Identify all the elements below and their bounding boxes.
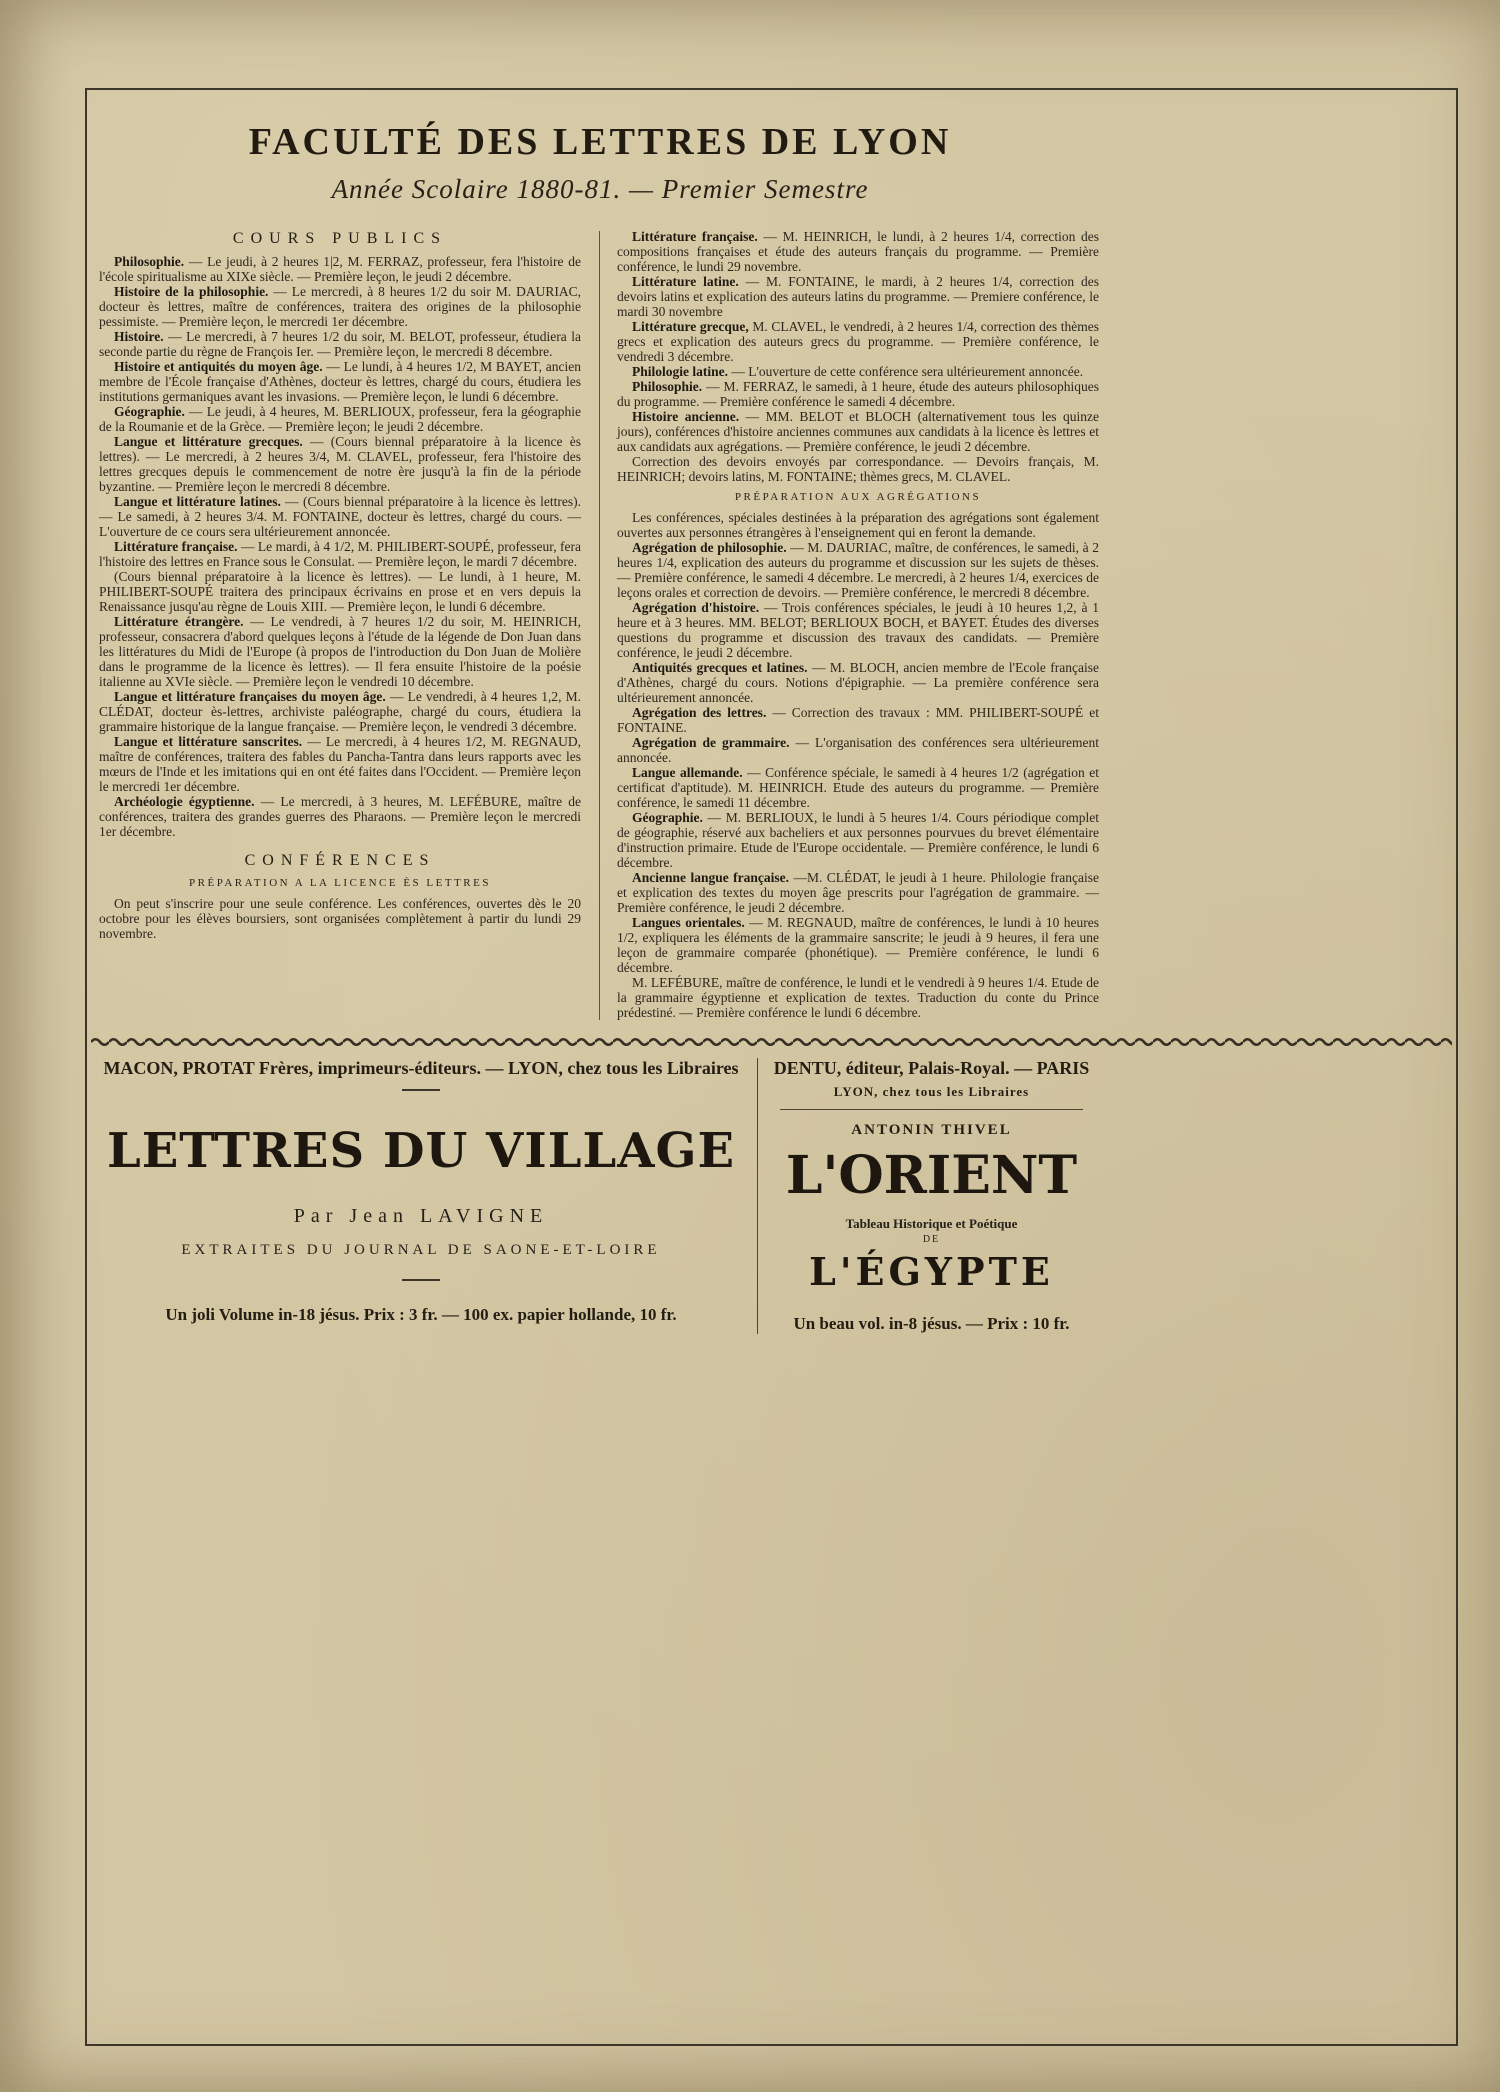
course-entry: Langues orientales. — M. REGNAUD, maître de conférences, le lundi à 10 heures 1/2, expliquera les éléments de la grammaire sanscrite; le jeudi à 9 heures, il fera une leçon de grammaire comparée (phonétique). — Première conférence, le lundi 6 décembre.: [617, 915, 1099, 975]
course-entry: Littérature grecque, M. CLAVEL, le vendredi, à 2 heures 1/4, correction des thèmes grecs et explication des auteurs grecs du programme. — Première conférence, le vendredi 3 décembre.: [617, 319, 1099, 364]
ad-tagline: Tableau Historique et Poétique: [845, 1216, 1018, 1231]
course-entry: Histoire. — Le mercredi, à 7 heures 1/2 du soir, M. BELOT, professeur, étudiera la seconde partie du règne de François Ier. — Première leçon, le mercredi 8 décembre.: [99, 329, 581, 359]
course-entry: Ancienne langue française. —M. CLÉDAT, le jeudi à 1 heure. Philologie française et explication des textes du moyen âge prescrits pour l'agrégation de grammaire. — Première conférence, le jeudi 2 décembre.: [617, 870, 1099, 915]
course-entry-title: Langue et littérature grecques.: [114, 434, 311, 449]
course-entry: Langue et littérature latines. — (Cours biennal préparatoire à la licence ès lettres). — Le samedi, à 2 heures 3/4. M. FONTAINE, docteur ès lettres, chargé du cours. — L'ouverture de ce cours sera ultérieurement annoncée.: [99, 494, 581, 539]
course-entry-title: Agrégation de philosophie.: [632, 540, 791, 555]
course-entry-title: Langue et littérature sanscrites.: [114, 734, 308, 749]
course-entry-title: Géographie.: [114, 404, 190, 419]
wavy-divider: [91, 1036, 1452, 1048]
course-entry-title: Histoire.: [114, 329, 169, 344]
ornament-rule: [402, 1089, 440, 1091]
ad-title: L'ORIENT: [785, 1145, 1078, 1206]
course-entry: Archéologie égyptienne. — Le mercredi, à 3 heures, M. LEFÉBURE, maître de conférences, traitera des grandes guerres des Pharaons. — Première leçon le mercredi 1er décembre.: [99, 794, 581, 839]
course-entry: Langue et littérature grecques. — (Cours biennal préparatoire à la licence ès lettres). — Le mercredi, à 2 heures 3/4, M. CLAVEL, professeur, fera l'histoire des lettres grecques depuis le commencement de notre ère jusqu'à la fin de la période byzantine. — Première leçon le mercredi 8 décembre.: [99, 434, 582, 494]
course-entry: Géographie. — M. BERLIOUX, le lundi à 5 heures 1/4. Cours périodique complet de géographie, réservé aux bacheliers et aux personnes pourvues du brevet élémentaire d'instruction primaire. Etude de l'Europe occidentale. — Première conférence, le lundi 6 décembre.: [617, 810, 1099, 870]
ad-byline: Par Jean LAVIGNE: [293, 1205, 549, 1227]
course-entry: Histoire et antiquités du moyen âge. — Le lundi, à 4 heures 1/2, M BAYET, ancien membre de l'École française d'Athènes, docteur ès lettres, chargé du cours, étudiera les institutions germaniques avant les invasions. — Première leçon, le lundi 6 décembre.: [99, 359, 581, 404]
left-column: [99, 229, 581, 1020]
course-entry-title: Philosophie.: [632, 379, 707, 394]
course-entry-title: Langues orientales.: [632, 915, 750, 930]
ad-author: ANTONIN THIVEL: [851, 1122, 1012, 1138]
column-divider-rule: [599, 231, 600, 1020]
course-entry-title: Philologie latine.: [632, 364, 732, 379]
course-entry: Agrégation d'histoire. — Trois conférences spéciales, le jeudi à 10 heures 1,2, à 1 heure et à 3 heures. MM. BELOT; BERLIOUX BOCH, et BAYET. Études des diverses questions du programme et discussion des travaux des candidats. — Première conférence, le jeudi 2 décembre.: [617, 600, 1099, 660]
course-entry-title: Archéologie égyptienne.: [114, 794, 261, 809]
ad-publisher-line-2: LYON, chez tous les Libraires: [833, 1084, 1030, 1099]
masthead: [99, 90, 1101, 205]
ad-title: LETTRES DU VILLAGE: [106, 1123, 736, 1179]
text-columns: [99, 229, 1101, 1020]
course-entry-title: Histoire et antiquités du moyen âge.: [114, 359, 327, 374]
page-border-frame: [85, 88, 1458, 2046]
ad-price-line: Un beau vol. in-8 jésus. — Prix : 10 fr.: [793, 1314, 1070, 1333]
ad-lettres-du-village: [99, 1056, 749, 1334]
course-entry: M. LEFÉBURE, maître de conférence, le lundi et le vendredi à 9 heures 1/4. Etude de la grammaire égyptienne et explication de textes. Traduction du conte du Prince prédestiné. — Première conférence le lundi 6 décembre.: [617, 975, 1099, 1020]
course-entry: Les conférences, spéciales destinées à la préparation des agrégations sont également ouvertes aux personnes étrangères à l'enseignement qui en feront la demande.: [617, 510, 1099, 540]
ad-subline: EXTRAITES DU JOURNAL DE SAONE-ET-LOIRE: [181, 1242, 661, 1258]
ad-de-word: DE: [922, 1234, 941, 1245]
course-entry: Philosophie. — Le jeudi, à 2 heures 1|2, M. FERRAZ, professeur, fera l'histoire de l'école spiritualisme au XIXe siècle. — Première leçon, le jeudi 2 décembre.: [99, 254, 581, 284]
course-entry-title: Littérature française.: [632, 229, 764, 244]
course-entry: Littérature latine. — M. FONTAINE, le mardi, à 2 heures 1/4, correction des devoirs latins et explication des auteurs latins du programme. — Premiere conférence, le mardi 30 novembre: [617, 274, 1099, 319]
cours-publics-heading: COURS PUBLICS: [232, 230, 448, 247]
ad-title-egypte: L'ÉGYPTE: [809, 1249, 1054, 1294]
course-entry: Philosophie. — M. FERRAZ, le samedi, à 1 heure, étude des auteurs philosophiques du programme. — Première conférence le samedi 4 décembre.: [617, 379, 1099, 409]
licence-subheading: PRÉPARATION A LA LICENCE ÈS LETTRES: [189, 877, 491, 889]
course-entry: Littérature française. — M. HEINRICH, le lundi, à 2 heures 1/4, correction des compositions françaises et étude des auteurs français du programme. — Première conférence, le lundi 29 novembre.: [617, 229, 1099, 274]
course-entry-title: Langue et littérature françaises du moyen âge.: [114, 689, 390, 704]
course-entry-title: Littérature française.: [114, 539, 241, 554]
course-entry-title: Agrégation de grammaire.: [632, 735, 796, 750]
course-entry-title: Histoire ancienne.: [632, 409, 746, 424]
conferences-heading: CONFÉRENCES: [244, 852, 436, 869]
course-entry-title: Géographie.: [632, 810, 708, 825]
course-entry-title: Ancienne langue française.: [632, 870, 794, 885]
course-entry: Histoire de la philosophie. — Le mercredi, à 8 heures 1/2 du soir M. DAURIAC, docteur ès lettres, maître de conférences, traitera des origines de la philosophie pessimiste. — Première leçon, le mercredi 1er décembre.: [99, 284, 581, 329]
course-entry-title: Littérature latine.: [632, 274, 746, 289]
course-entry-title: Philosophie.: [114, 254, 189, 269]
course-entry: Agrégation de grammaire. — L'organisation des conférences sera ultérieurement annoncée.: [617, 735, 1099, 765]
ornament-rule: [402, 1279, 440, 1281]
printed-area-ads: [99, 1056, 1101, 1334]
right-column: [617, 229, 1099, 1020]
course-entry-title: Littérature grecque,: [632, 319, 753, 334]
course-entry-title: Langue allemande.: [632, 765, 748, 780]
horizontal-rule: [780, 1109, 1083, 1110]
course-entry: Agrégation des lettres. — Correction des travaux : MM. PHILIBERT-SOUPÉ et FONTAINE.: [617, 705, 1099, 735]
agregations-list: [617, 510, 1099, 1020]
printed-area-top: [99, 90, 1101, 1020]
conferences-intro: On peut s'inscrire pour une seule conférence. Les conférences, ouvertes dès le 20 octobre pour les élèves boursiers, sont organisées complètement à partir du lundi 29 novembre.: [99, 896, 581, 941]
ad-price-line: Un joli Volume in-18 jésus. Prix : 3 fr. — 100 ex. papier hollande, 10 fr.: [165, 1305, 677, 1324]
cours-publics-list: [99, 254, 581, 839]
course-entry-title: Agrégation d'histoire.: [632, 600, 764, 615]
course-entry: Géographie. — Le jeudi, à 4 heures, M. BERLIOUX, professeur, fera la géographie de la Roumanie et de la Grèce. — Première leçon; le jeudi 2 décembre.: [99, 404, 581, 434]
conferences-list: [617, 229, 1099, 484]
course-entry: Antiquités grecques et latines. — M. BLOCH, ancien membre de l'Ecole française d'Athènes, chargé du cours. Notions d'épigraphie. — La première conférence sera ultérieurement annoncée.: [617, 660, 1099, 705]
course-entry: Langue et littérature sanscrites. — Le mercredi, à 4 heures 1/2, M. REGNAUD, maître de conférences, traitera des fables du Pancha-Tantra dans leurs rapports avec les mœurs de l'Inde et les imitations qui en ont été faites dans l'Occident. — Première leçon le mercredi 1er décembre.: [99, 734, 581, 794]
agregations-subheading: PRÉPARATION AUX AGRÉGATIONS: [734, 491, 982, 503]
ad-publisher-line: DENTU, éditeur, Palais-Royal. — PARIS: [773, 1058, 1090, 1078]
page-title: FACULTÉ DES LETTRES DE LYON: [248, 121, 952, 163]
course-entry: Histoire ancienne. — MM. BELOT et BLOCH (alternativement tous les quinze jours), conférences d'histoire anciennes communes aux candidats à la licence ès lettres et aux candidats aux agrégations. — Première conférence, le jeudi 2 décembre.: [617, 409, 1099, 454]
course-entry: Langue allemande. — Conférence spéciale, le samedi à 4 heures 1/2 (agrégation et certificat d'aptitude). M. HEINRICH. Etude des auteurs du programme. — Première conférence, le samedi 11 décembre.: [617, 765, 1100, 810]
advertisements: [99, 1056, 1101, 1334]
ad-orient-egypte: [766, 1056, 1101, 1334]
course-entry: Philologie latine. — L'ouverture de cette conférence sera ultérieurement annoncée.: [632, 364, 1084, 379]
course-entry: Correction des devoirs envoyés par correspondance. — Devoirs français, M. HEINRICH; devoirs latins, M. FONTAINE; thèmes grecs, M. CLAVEL.: [617, 454, 1099, 484]
course-entry-title: Langue et littérature latines.: [114, 494, 286, 509]
page-subtitle: Année Scolaire 1880-81. — Premier Semestre: [331, 174, 869, 204]
course-entry: (Cours biennal préparatoire à la licence ès lettres). — Le lundi, à 1 heure, M. PHILIBERT-SOUPÉ traitera des principaux écrivains en prose et en vers depuis la Renaissance jusqu'au règne de Louis XIII. — Première leçon, le lundi 6 décembre.: [99, 569, 581, 614]
course-entry: Littérature étrangère. — Le vendredi, à 7 heures 1/2 du soir, M. HEINRICH, professeur, consacrera d'abord quelques leçons à l'étude de la légende de Don Juan dans les littératures du Midi de l'Europe (à propos de l'introduction du Don Juan de Molière dans le programme de la licence ès lettres). — Il fera ensuite l'histoire de la poésie italienne au XVIe siècle. — Première leçon le vendredi 10 décembre.: [99, 614, 581, 689]
ad-publisher-line: MACON, PROTAT Frères, imprimeurs-éditeurs. — LYON, chez tous les Libraires: [103, 1058, 739, 1078]
course-entry-title: Antiquités grecques et latines.: [632, 660, 812, 675]
course-entry: Littérature française. — Le mardi, à 4 1/2, M. PHILIBERT-SOUPÉ, professeur, fera l'histoire des lettres en France sous le Consulat. — Première leçon, le mardi 7 décembre.: [99, 539, 581, 569]
ad-divider-rule: [757, 1058, 758, 1334]
course-entry-title: Agrégation des lettres.: [632, 705, 773, 720]
course-entry-title: Histoire de la philosophie.: [114, 284, 274, 299]
course-entry: Agrégation de philosophie. — M. DAURIAC, maître, de conférences, le samedi, à 2 heures 1/4, explication des auteurs du programme et discussion sur les sujets de thèses. — Première conférence, le samedi 4 décembre. Le mercredi, à 2 heures 1/4, exercices de leçons orales et correction de devoirs. — Première conférence, le mercredi 8 décembre.: [617, 540, 1099, 600]
course-entry: Langue et littérature françaises du moyen âge. — Le vendredi, à 4 heures 1,2, M. CLÉDAT, docteur ès-lettres, archiviste paléographe, chargé du cours, étudiera la grammaire historique de la langue française. — Première leçon, le vendredi 3 décembre.: [99, 689, 582, 734]
course-entry-title: Littérature étrangère.: [114, 614, 251, 629]
